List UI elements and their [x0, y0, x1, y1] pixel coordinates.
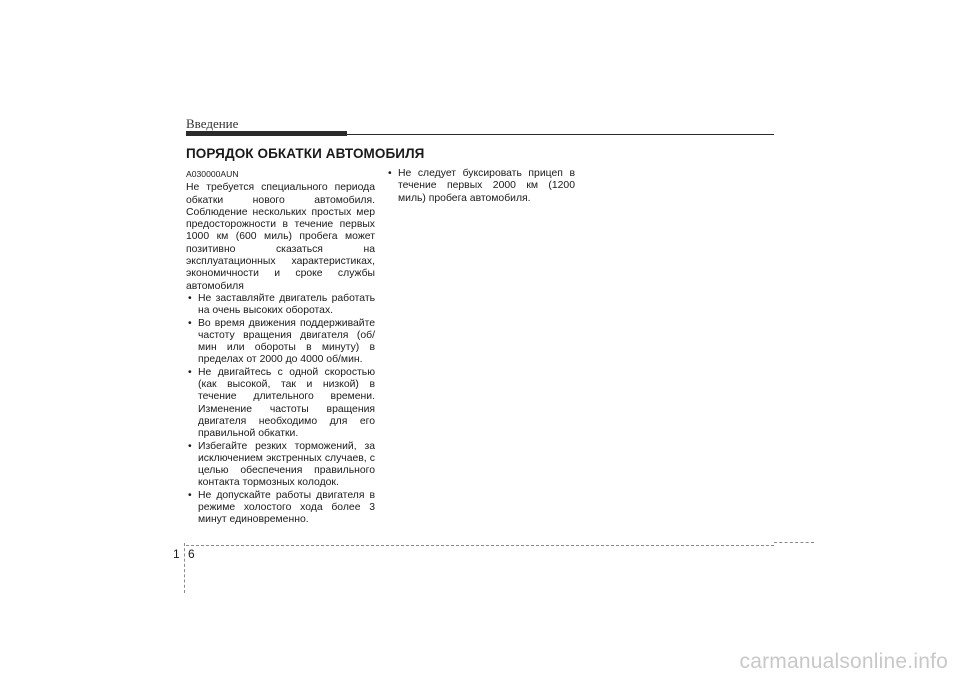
list-item-text: Не следует буксировать прицеп в течение первых 2000 км (1200 миль) пробега автомобиля.: [398, 168, 575, 204]
page-number: 6: [188, 547, 195, 561]
list-item: [186, 318, 375, 367]
bullet-icon: •: [388, 168, 392, 179]
list-item: [386, 168, 575, 205]
section-code: A030000AUN: [186, 169, 239, 179]
intro-paragraph: Не требуется специального периода обкатки нового автомобиля. Соблюдение нескольких простых мер предосторожности в течение первых 1000 км (600 миль) пробега может позитивно сказаться на эксплуатационных характеристиках, экономичности и сроке службы автомобиля: [186, 182, 375, 292]
section-title: Введение: [186, 116, 239, 131]
list-item: [186, 367, 375, 441]
bullet-icon: •: [188, 489, 192, 501]
list-item-text: Избегайте резких торможений, за исключением экстренных случаев, с целью обеспечения правильного контакта тормозных колодок.: [198, 440, 375, 489]
list-item-text: Не двигайтесь с одной скоростью (как высокой, так и низкой) в течение длительного времени. Изменение частоты вращения двигателя необходимо для его правильной обкатки.: [198, 366, 375, 440]
left-column: [186, 168, 375, 527]
footer-divider: [186, 545, 774, 546]
page-title: ПОРЯДОК ОБКАТКИ АВТОМОБИЛЯ: [186, 146, 425, 161]
bullet-icon: •: [188, 366, 192, 378]
list-item-text: Во время движения поддерживайте частоту вращения двигателя (об/мин или обороты в минуту) в пределах от 2000 до 4000 об/мин.: [198, 317, 375, 366]
bullet-icon: •: [188, 292, 192, 304]
list-item: [186, 441, 375, 490]
watermark: carmanualsonline.info: [739, 650, 948, 673]
bullet-list: [386, 168, 575, 205]
list-item: [186, 490, 375, 527]
bullet-icon: •: [188, 440, 192, 452]
right-column: [386, 168, 575, 205]
bullet-list: [186, 293, 375, 527]
bullet-icon: •: [188, 317, 192, 329]
list-item-text: Не заставляйте двигатель работать на очень высоких оборотах.: [198, 292, 375, 317]
page-number-divider: [184, 543, 185, 593]
header-rule-thin: [186, 134, 774, 135]
footer-divider-tick: [774, 542, 814, 543]
list-item-text: Не допускайте работы двигателя в режиме холостого хода более 3 минут единовременно.: [198, 489, 375, 526]
chapter-number: 1: [173, 547, 180, 561]
list-item: [186, 293, 375, 318]
